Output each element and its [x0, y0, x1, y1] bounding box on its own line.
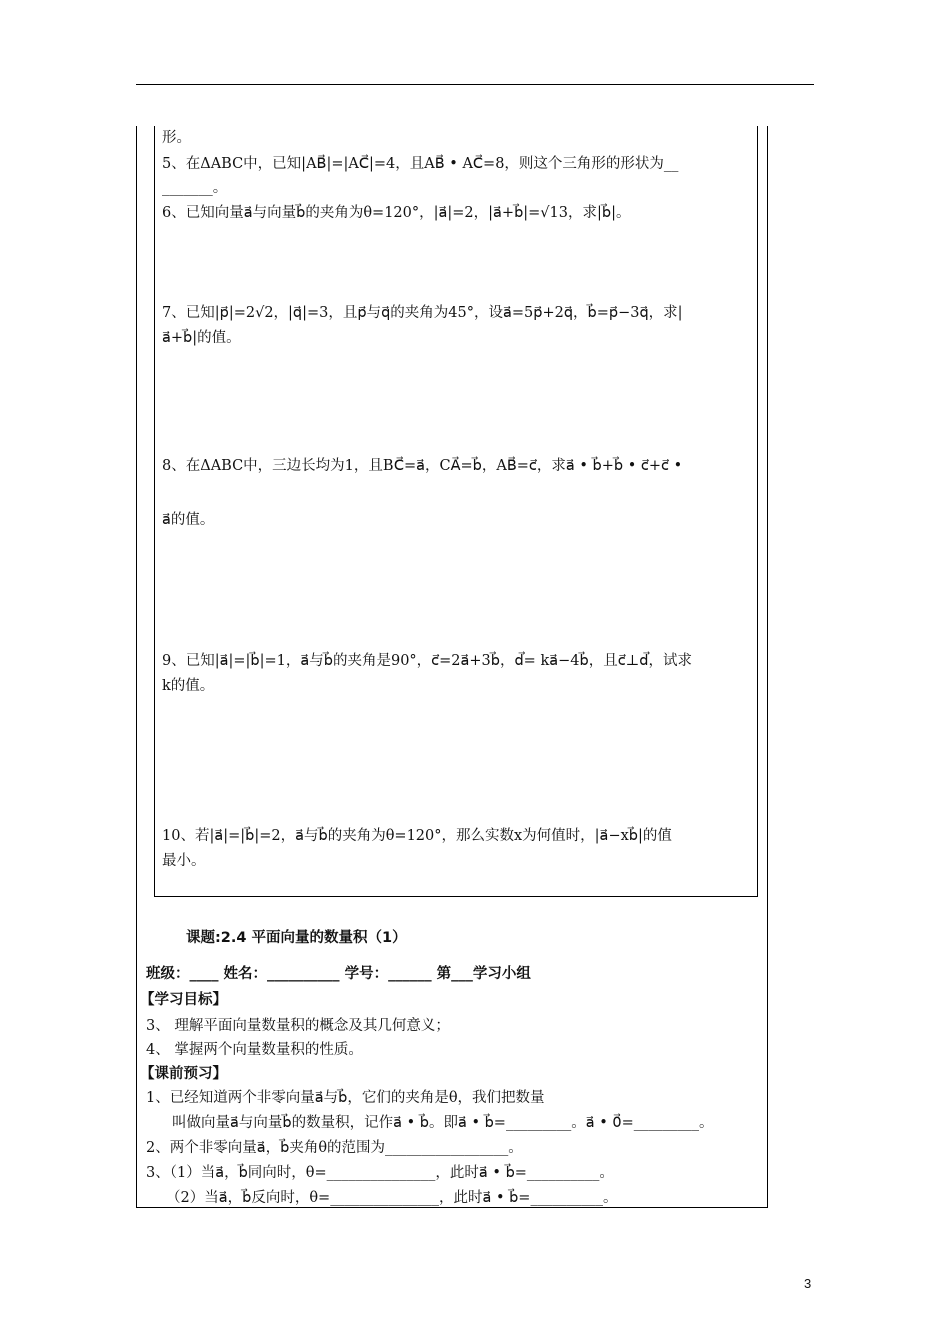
preview-2: 2、两个非零向量a⃗，b⃗夹角θ的范围为_________________。: [146, 1140, 523, 1156]
question-7: 7、已知|p⃗|=2√2，|q⃗|=3，且p⃗与q⃗的夹角为45°，设a⃗=5p⃗+2q⃗，b⃗=p⃗−3q⃗，求|: [162, 305, 683, 321]
preview-3-cont: （2）当a⃗，b⃗反向时，θ=_______________，此时a⃗ • b⃗=__________。: [166, 1190, 618, 1206]
question-10: 10、若|a⃗|=|b⃗|=2，a⃗与b⃗的夹角为θ=120°，那么实数x为何值时，|a⃗−xb⃗|的值: [162, 828, 672, 844]
preview-3: 3、（1）当a⃗，b⃗同向时，θ=_______________，此时a⃗ • b⃗=__________。: [146, 1165, 614, 1181]
question-8-cont: a⃗的值。: [162, 512, 215, 528]
goal-4: 4、 掌握两个向量数量积的性质。: [146, 1042, 363, 1058]
learning-goals-heading: 【学习目标】: [140, 992, 227, 1008]
q4-tail: 形。: [162, 130, 191, 146]
goal-3: 3、 理解平面向量数量积的概念及其几何意义；: [146, 1018, 450, 1034]
preview-1-cont: 叫做向量a⃗与向量b⃗的数量积，记作a⃗ • b⃗。即a⃗ • b⃗=_________。a⃗ • 0⃗=_________。: [172, 1115, 714, 1131]
question-6: 6、已知向量a⃗与向量b⃗的夹角为θ=120°，|a⃗|=2，|a⃗+b⃗|=√13，求|b⃗|。: [162, 205, 631, 221]
question-5: 5、在ΔABC中，已知|AB⃗|=|AC⃗|=4，且AB⃗ • AC⃗=8，则这个三角形的形状为__: [162, 156, 679, 172]
inner-exercise-box: [154, 126, 758, 897]
question-10-cont: 最小。: [162, 853, 206, 869]
topic-title: 课题:2.4 平面向量的数量积（1）: [186, 930, 407, 946]
preview-heading: 【课前预习】: [140, 1066, 227, 1082]
question-9: 9、已知|a⃗|=|b⃗|=1，a⃗与b⃗的夹角是90°，c⃗=2a⃗+3b⃗，d⃗= ka⃗−4b⃗，且c⃗⊥d⃗，试求: [162, 653, 693, 669]
student-info-row: 班级：____ 姓名：__________ 学号：______ 第___学习小组: [146, 966, 531, 982]
preview-1: 1、已经知道两个非零向量a⃗与b⃗，它们的夹角是θ，我们把数量: [146, 1090, 545, 1106]
question-7-cont: a⃗+b⃗|的值。: [162, 330, 241, 346]
question-9-cont: k的值。: [162, 678, 215, 694]
page-number: 3: [804, 1276, 812, 1291]
question-8: 8、在ΔABC中，三边长均为1，且BC⃗=a⃗，CA⃗=b⃗，AB⃗=c⃗，求a⃗ • b⃗+b⃗ • c⃗+c⃗ •: [162, 458, 683, 474]
question-5-blank: _______。: [162, 180, 228, 196]
header-rule: [136, 84, 814, 85]
